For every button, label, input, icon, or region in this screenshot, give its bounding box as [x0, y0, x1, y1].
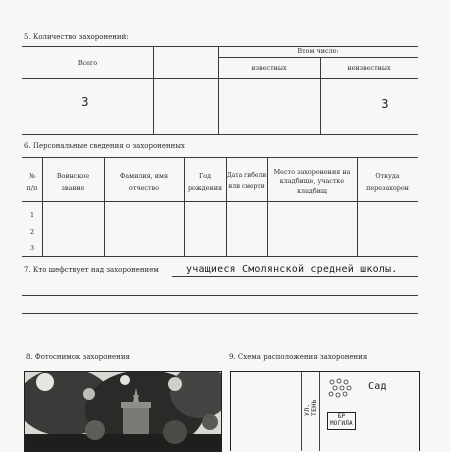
section-5-title: 5. Количество захоронений:	[24, 33, 129, 41]
section-7-label: 7. Кто шефствует над захоронением	[24, 266, 159, 274]
col-including-header: Втом числе:	[297, 47, 339, 55]
garden-trees-icon	[327, 378, 367, 400]
patron-value: учащиеся Смолянской средней школы.	[186, 264, 398, 275]
col-total-header: Всего	[77, 59, 98, 67]
street-label: УЛ. ТЕНЬ	[303, 399, 319, 416]
unknown-value: 3	[381, 97, 389, 111]
grave-label: БР МОГИЛА	[330, 413, 353, 427]
burial-scheme	[230, 371, 420, 451]
header-origin: Откуда перезахорон	[366, 172, 409, 193]
total-value: 3	[81, 95, 89, 109]
header-name: Фамилия, имя отчество	[119, 172, 169, 193]
header-burial-place: Место захоронения на кладбище, участке кладбищ	[273, 168, 351, 195]
table-row-number: 2	[29, 228, 35, 236]
table-row-number: 1	[29, 211, 35, 219]
burial-photo	[24, 371, 222, 452]
col-unknown-header: неизвестных	[347, 64, 391, 72]
header-rank: Воинское звание	[56, 172, 90, 193]
header-number: № п/п	[26, 172, 38, 193]
section-6-title: 6. Персональные сведения о захороненных	[24, 142, 185, 150]
header-death-date: Дата гибели или смерти	[226, 172, 267, 191]
table-row-number: 3	[29, 244, 35, 252]
header-birth-year: Год рождения	[187, 172, 223, 193]
col-known-header: известных	[251, 64, 287, 72]
section-9-title: 9. Схема расположения захоронения	[229, 353, 368, 361]
garden-label: Сад	[368, 381, 387, 392]
section-8-title: 8. Фотоснимок захоронения	[26, 353, 130, 361]
photo-image	[25, 372, 221, 451]
grave-marker	[327, 412, 356, 430]
